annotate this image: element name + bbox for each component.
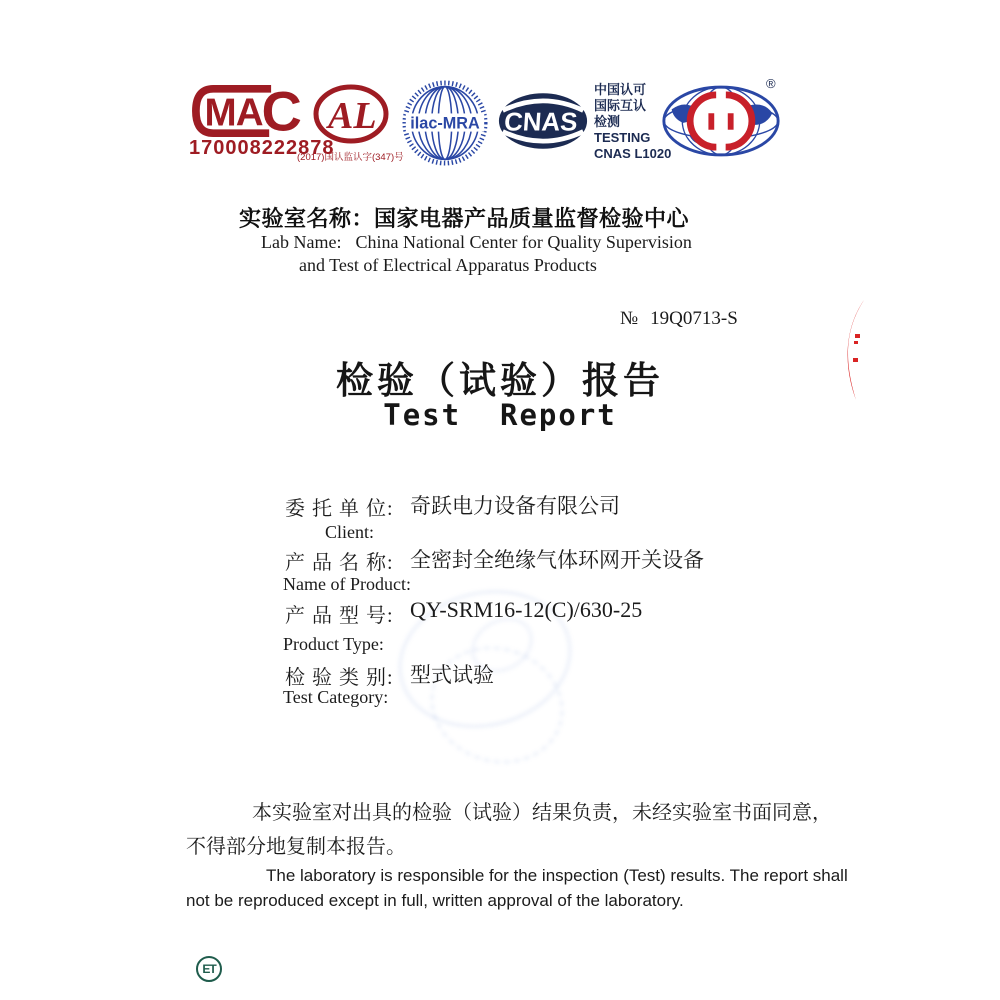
disclaimer-zh-line2: 不得部分地复制本报告。 — [186, 836, 406, 858]
ilac-mra-label: ilac-MRA — [410, 114, 480, 133]
accreditation-line: TESTING — [594, 130, 651, 145]
cnas-logo-icon — [497, 91, 589, 151]
ilac-mra-logo-icon — [402, 79, 488, 167]
accreditation-line: 国际互认 — [594, 98, 647, 113]
et-circle-mark: ET — [196, 956, 222, 982]
disclaimer-zh-line1: 本实验室对出具的检验（试验）结果负责，未经实验室书面同意， — [252, 802, 832, 824]
field-client-value: 奇跃电力设备有限公司 — [410, 494, 620, 518]
svg-text:C: C — [261, 84, 302, 138]
lab-name-en-text: China National Center for Quality Supervision — [355, 232, 692, 252]
field-product-name-value: 全密封全绝缘气体环网开关设备 — [410, 548, 704, 572]
svg-text:AL: AL — [328, 95, 377, 137]
report-title-en: Test Report — [383, 398, 617, 432]
field-client-label-zh: 委 托 单 位: — [285, 498, 394, 520]
al-logo-icon — [311, 84, 391, 146]
accreditation-line: CNAS L1020 — [594, 146, 672, 161]
report-title-zh: 检验（试验）报告 — [336, 360, 664, 401]
cnas-label: CNAS — [503, 108, 579, 137]
report-number-value: 19Q0713-S — [650, 308, 738, 329]
field-product-name-label-en: Name of Product: — [283, 574, 411, 594]
al-logo-caption: (2017)国认监认字(347)号 — [297, 152, 404, 163]
lab-name-en-line1 — [261, 232, 692, 253]
disclaimer-en-line1: The laboratory is responsible for the inspection (Test) results. The report shall — [266, 866, 848, 885]
field-test-category-value: 型式试验 — [410, 663, 494, 687]
report-number-prefix: № — [620, 308, 639, 329]
globe-certification-logo-icon — [660, 84, 782, 158]
lab-name-zh: 实验室名称：国家电器产品质量监督检验中心 — [239, 206, 690, 231]
field-test-category-label-en: Test Category: — [283, 687, 389, 707]
field-product-type-label-zh: 产 品 型 号: — [285, 605, 394, 627]
field-product-type-value: QY-SRM16-12(C)/630-25 — [410, 597, 643, 622]
field-product-type-label-en: Product Type: — [283, 634, 384, 654]
report-number — [620, 308, 738, 330]
cma-certificate-number: 170008222878 — [189, 137, 335, 159]
svg-text:MA: MA — [204, 91, 263, 135]
field-test-category-label-zh: 检 验 类 别: — [285, 667, 394, 689]
lab-name-en-label: Lab Name: — [261, 232, 342, 252]
cma-logo-icon — [190, 84, 304, 138]
registered-trademark-symbol: ® — [766, 76, 776, 91]
accreditation-line: 检测 — [594, 114, 621, 129]
disclaimer-en-line2: not be reproduced except in full, written approval of the laboratory. — [186, 891, 684, 910]
accreditation-line: 中国认可 — [594, 82, 647, 97]
field-client-label-en: Client: — [325, 522, 374, 542]
field-product-name-label-zh: 产 品 名 称: — [285, 552, 394, 574]
lab-name-en-line2: and Test of Electrical Apparatus Products — [299, 255, 597, 275]
